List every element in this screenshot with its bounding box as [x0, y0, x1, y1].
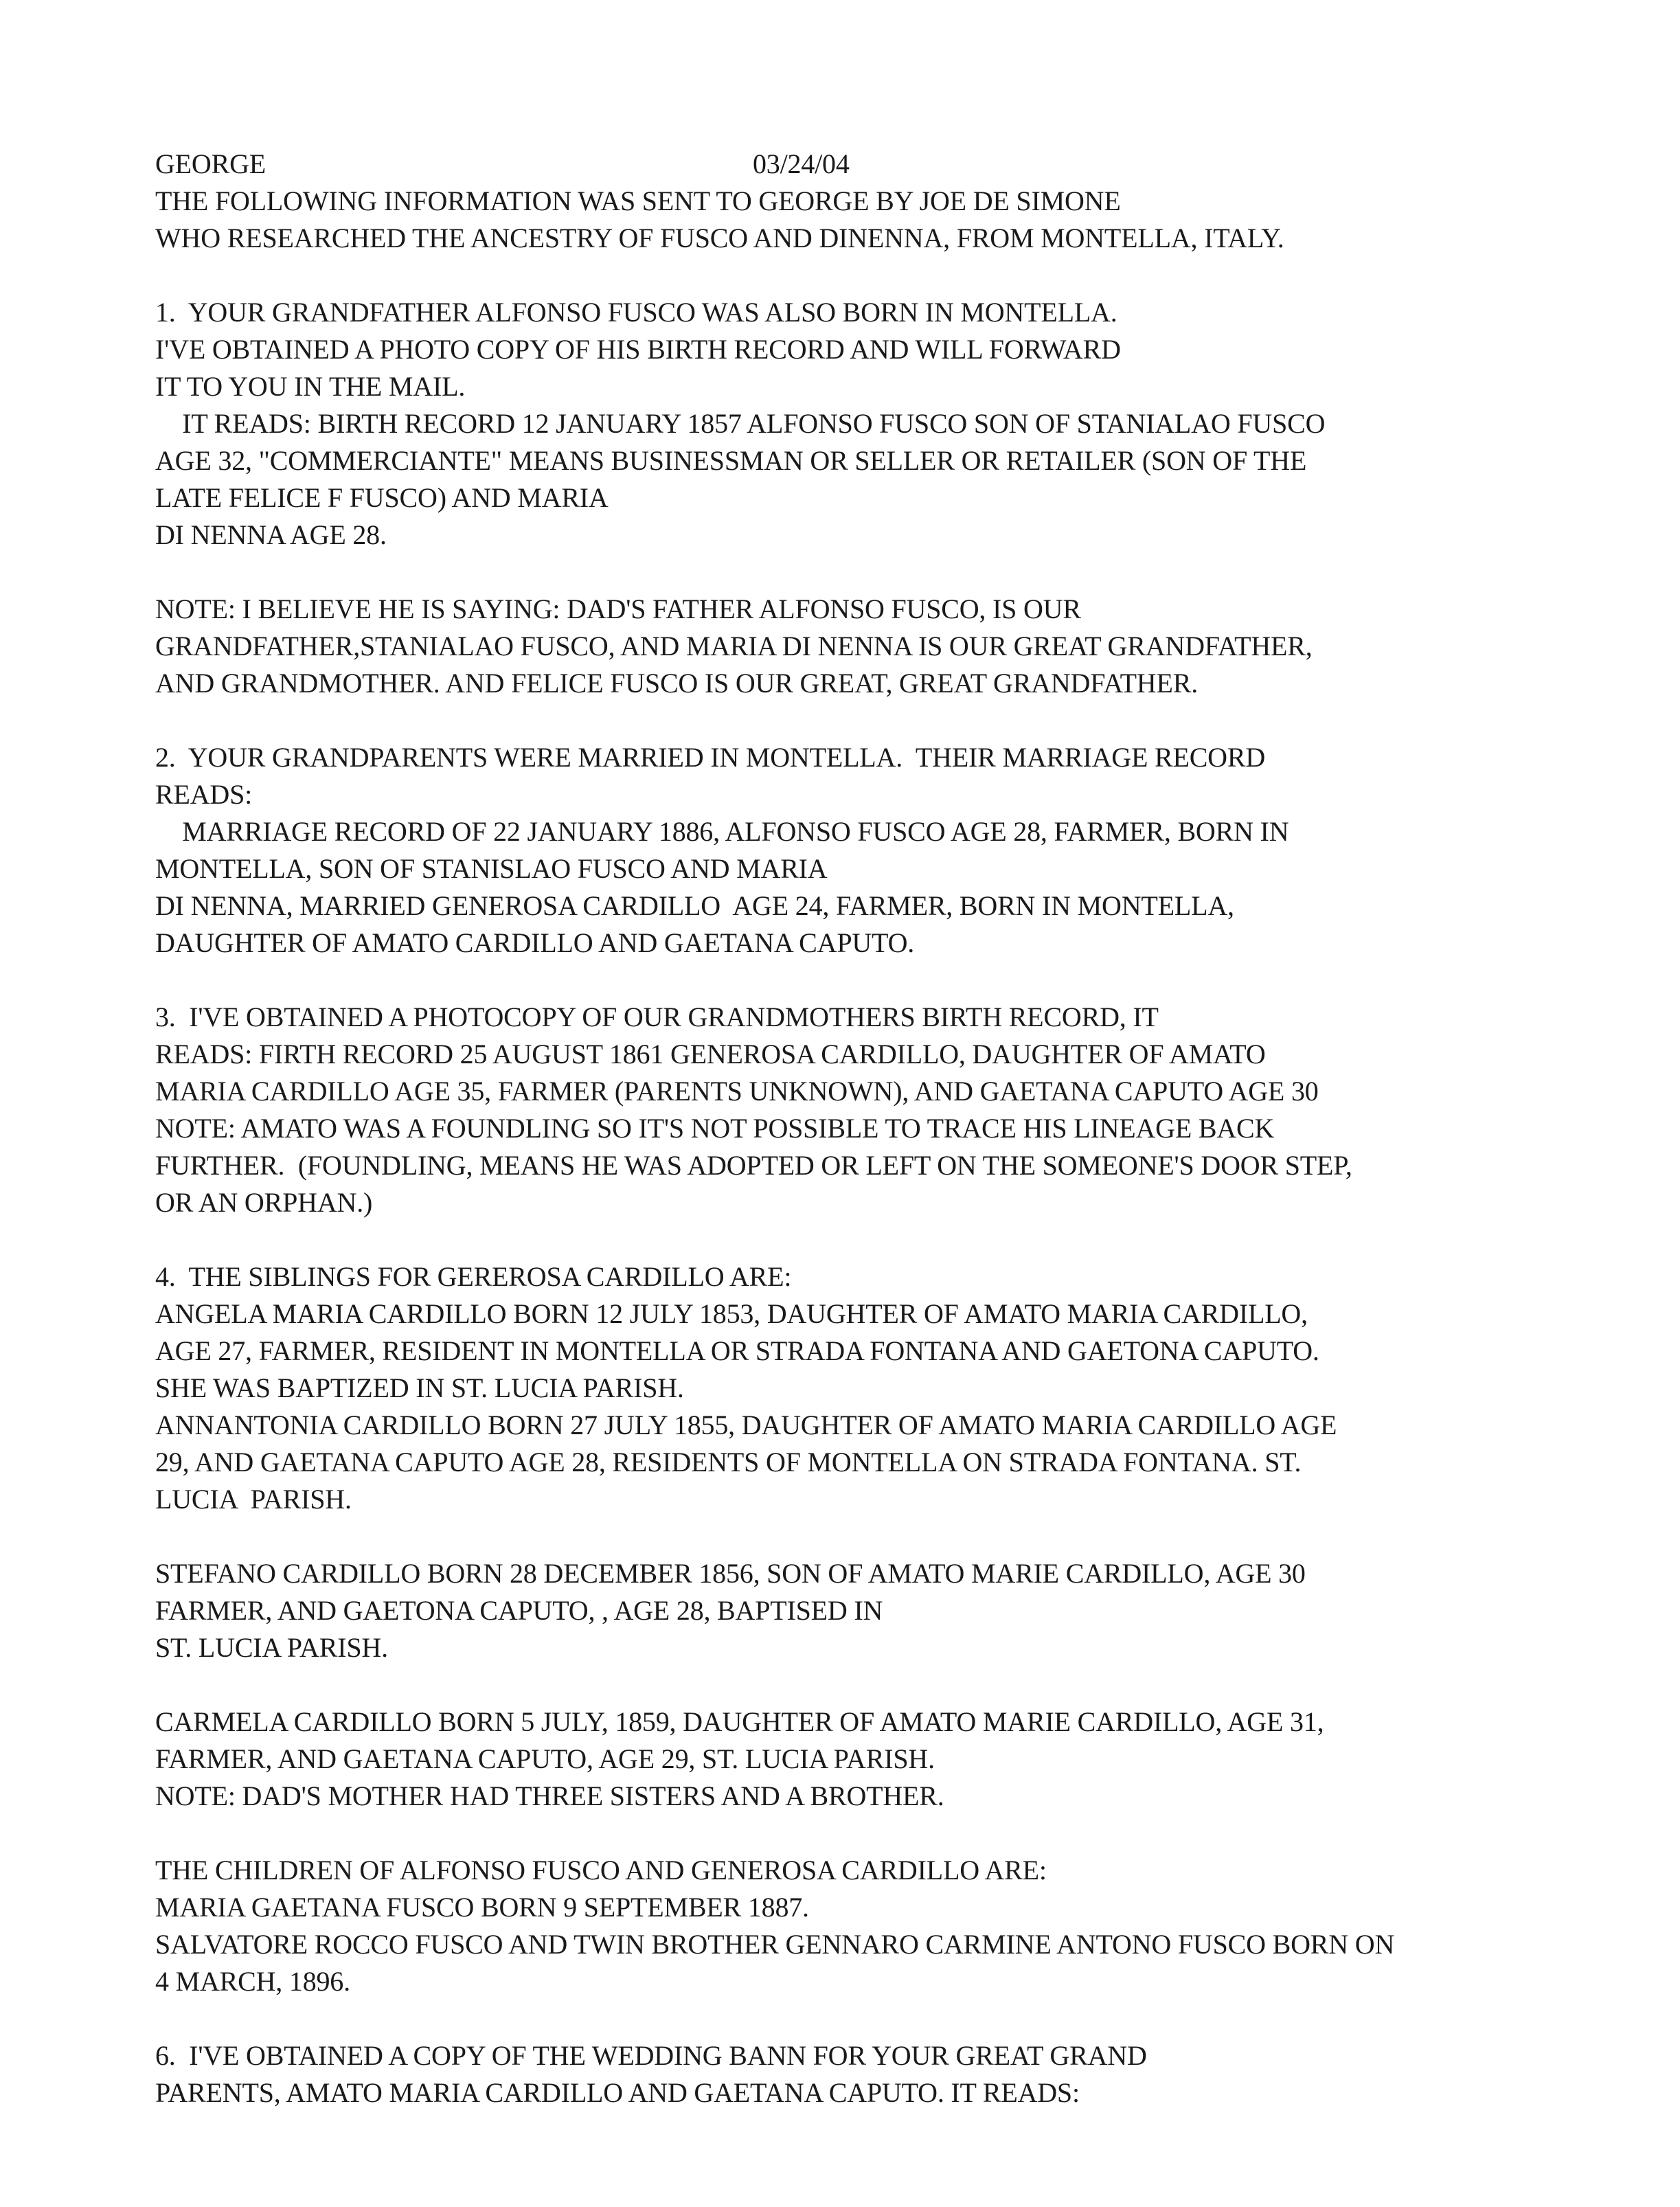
text-line: OR AN ORPHAN.): [155, 1187, 373, 1218]
text-line: NOTE: I BELIEVE HE IS SAYING: DAD'S FATHER ALFONSO FUSCO, IS OUR: [155, 593, 1081, 624]
text-line: IT READS: BIRTH RECORD 12 JANUARY 1857 ALFONSO FUSCO SON OF STANIALAO FUSCO: [155, 408, 1326, 439]
text-line: 6. I'VE OBTAINED A COPY OF THE WEDDING BANN FOR YOUR GREAT GRAND: [155, 2040, 1147, 2071]
text-line: THE CHILDREN OF ALFONSO FUSCO AND GENEROSA CARDILLO ARE:: [155, 1855, 1047, 1886]
text-line: MONTELLA, SON OF STANISLAO FUSCO AND MARIA: [155, 853, 828, 884]
text-line: FARMER, AND GAETONA CAPUTO, , AGE 28, BAPTISED IN: [155, 1595, 883, 1626]
section-1: [155, 294, 1536, 554]
text-line: AND GRANDMOTHER. AND FELICE FUSCO IS OUR GREAT, GREAT GRANDFATHER.: [155, 668, 1199, 699]
text-line: THE FOLLOWING INFORMATION WAS SENT TO GEORGE BY JOE DE SIMONE: [155, 185, 1121, 216]
text-line: MARIA GAETANA FUSCO BORN 9 SEPTEMBER 1887.: [155, 1892, 809, 1923]
text-line: READS:: [155, 779, 253, 810]
text-line: LUCIA PARISH.: [155, 1484, 352, 1515]
letter-date: 03/24/04: [753, 148, 850, 179]
text-line: DAUGHTER OF AMATO CARDILLO AND GAETANA CAPUTO.: [155, 927, 915, 958]
text-line: FARMER, AND GAETANA CAPUTO, AGE 29, ST. LUCIA PARISH.: [155, 1743, 935, 1774]
text-line: IT TO YOU IN THE MAIL.: [155, 371, 466, 402]
text-line: FURTHER. (FOUNDLING, MEANS HE WAS ADOPTED OR LEFT ON THE SOMEONE'S DOOR STEP,: [155, 1150, 1352, 1181]
text-line: NOTE: DAD'S MOTHER HAD THREE SISTERS AND A BROTHER.: [155, 1780, 944, 1811]
text-line: STEFANO CARDILLO BORN 28 DECEMBER 1856, SON OF AMATO MARIE CARDILLO, AGE 30: [155, 1558, 1306, 1589]
text-line: CARMELA CARDILLO BORN 5 JULY, 1859, DAUGHTER OF AMATO MARIE CARDILLO, AGE 31,: [155, 1706, 1324, 1737]
text-line: 2. YOUR GRANDPARENTS WERE MARRIED IN MONTELLA. THEIR MARRIAGE RECORD: [155, 742, 1266, 773]
text-line: 4. THE SIBLINGS FOR GEREROSA CARDILLO ARE:: [155, 1261, 792, 1292]
text-line: 1. YOUR GRANDFATHER ALFONSO FUSCO WAS ALSO BORN IN MONTELLA.: [155, 297, 1117, 328]
text-line: DI NENNA, MARRIED GENEROSA CARDILLO AGE 24, FARMER, BORN IN MONTELLA,: [155, 890, 1234, 921]
text-line: GRANDFATHER,STANIALAO FUSCO, AND MARIA DI NENNA IS OUR GREAT GRANDFATHER,: [155, 631, 1313, 661]
children-list: [155, 1852, 1536, 2000]
text-line: SHE WAS BAPTIZED IN ST. LUCIA PARISH.: [155, 1372, 684, 1403]
section-6: [155, 2037, 1536, 2112]
recipient-name: GEORGE: [155, 148, 266, 179]
letter-body: [155, 146, 1536, 2112]
text-line: READS: FIRTH RECORD 25 AUGUST 1861 GENEROSA CARDILLO, DAUGHTER OF AMATO: [155, 1039, 1266, 1069]
text-line: 3. I'VE OBTAINED A PHOTOCOPY OF OUR GRANDMOTHERS BIRTH RECORD, IT: [155, 1001, 1159, 1032]
section-3: [155, 999, 1536, 1221]
text-line: SALVATORE ROCCO FUSCO AND TWIN BROTHER GENNARO CARMINE ANTONO FUSCO BORN ON: [155, 1929, 1395, 1960]
text-line: NOTE: AMATO WAS A FOUNDLING SO IT'S NOT POSSIBLE TO TRACE HIS LINEAGE BACK: [155, 1113, 1275, 1144]
text-line: PARENTS, AMATO MARIA CARDILLO AND GAETANA CAPUTO. IT READS:: [155, 2077, 1080, 2108]
text-line: ANGELA MARIA CARDILLO BORN 12 JULY 1853, DAUGHTER OF AMATO MARIA CARDILLO,: [155, 1298, 1308, 1329]
text-line: MARIA CARDILLO AGE 35, FARMER (PARENTS UNKNOWN), AND GAETANA CAPUTO AGE 30: [155, 1076, 1319, 1107]
text-line: MARRIAGE RECORD OF 22 JANUARY 1886, ALFONSO FUSCO AGE 28, FARMER, BORN IN: [155, 816, 1289, 847]
text-line: LATE FELICE F FUSCO) AND MARIA: [155, 482, 609, 513]
text-line: 4 MARCH, 1896.: [155, 1966, 350, 1997]
text-line: DI NENNA AGE 28.: [155, 519, 387, 550]
text-line: AGE 27, FARMER, RESIDENT IN MONTELLA OR STRADA FONTANA AND GAETONA CAPUTO.: [155, 1335, 1319, 1366]
note-1: [155, 591, 1536, 702]
sibling-carmela: [155, 1704, 1536, 1815]
section-4: [155, 1258, 1536, 1518]
section-2: [155, 739, 1536, 962]
text-line: ANNANTONIA CARDILLO BORN 27 JULY 1855, DAUGHTER OF AMATO MARIA CARDILLO AGE: [155, 1410, 1337, 1440]
sibling-stefano: [155, 1555, 1536, 1666]
letter-header: [155, 146, 1536, 183]
text-line: 29, AND GAETANA CAPUTO AGE 28, RESIDENTS OF MONTELLA ON STRADA FONTANA. ST.: [155, 1447, 1302, 1478]
text-line: WHO RESEARCHED THE ANCESTRY OF FUSCO AND DINENNA, FROM MONTELLA, ITALY.: [155, 223, 1284, 253]
text-line: ST. LUCIA PARISH.: [155, 1632, 388, 1663]
text-line: I'VE OBTAINED A PHOTO COPY OF HIS BIRTH RECORD AND WILL FORWARD: [155, 334, 1121, 365]
text-line: AGE 32, "COMMERCIANTE" MEANS BUSINESSMAN OR SELLER OR RETAILER (SON OF THE: [155, 445, 1307, 476]
